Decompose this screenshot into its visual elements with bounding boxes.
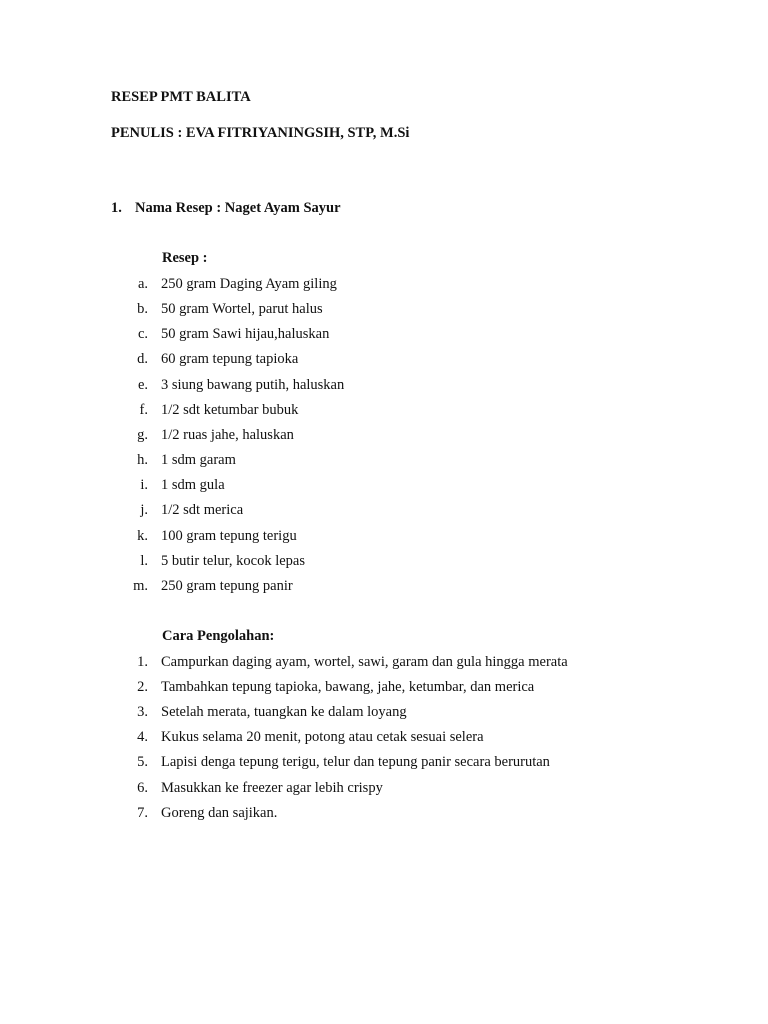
list-marker: 4. [137,729,148,745]
ingredient-text: 1 sdm garam [161,452,236,468]
ingredient-text: 50 gram Sawi hijau,haluskan [161,326,330,342]
list-marker: h. [137,452,148,468]
list-marker: m. [133,578,148,594]
ingredient-text: 60 gram tepung tapioka [161,351,299,367]
author-line: PENULIS : EVA FITRIYANINGSIH, STP, M.Si [111,125,410,141]
list-marker: 7. [137,805,148,821]
ingredient-text: 50 gram Wortel, parut halus [161,301,323,317]
list-marker: 2. [137,679,148,695]
step-text: Setelah merata, tuangkan ke dalam loyang [161,704,407,720]
document-title: RESEP PMT BALITA [111,89,251,105]
ingredient-text: 1 sdm gula [161,477,225,493]
list-marker: b. [137,301,148,317]
steps-heading: Cara Pengolahan: [162,628,275,644]
recipe-number: 1. [111,200,122,216]
list-marker: 5. [137,754,148,770]
recipe-name: Nama Resep : Naget Ayam Sayur [135,200,341,216]
step-text: Kukus selama 20 menit, potong atau cetak sesuai selera [161,729,484,745]
ingredient-text: 1/2 sdt ketumbar bubuk [161,402,299,418]
ingredient-text: 5 butir telur, kocok lepas [161,553,305,569]
ingredient-text: 1/2 sdt merica [161,502,244,518]
step-text: Masukkan ke freezer agar lebih crispy [161,780,383,796]
list-marker: 6. [137,780,148,796]
list-marker: i. [140,477,148,493]
ingredient-text: 100 gram tepung terigu [161,528,297,544]
list-marker: c. [137,326,148,342]
step-text: Goreng dan sajikan. [161,805,278,821]
list-marker: f. [139,402,148,418]
recipe-name-line [111,199,511,217]
step-text: Lapisi denga tepung terigu, telur dan tepung panir secara berurutan [161,754,550,770]
list-marker: 1. [137,654,148,670]
ingredient-text: 1/2 ruas jahe, haluskan [161,427,294,443]
list-marker: g. [137,427,148,443]
ingredient-text: 250 gram Daging Ayam giling [161,276,337,292]
step-text: Tambahkan tepung tapioka, bawang, jahe, ketumbar, dan merica [161,679,535,695]
list-marker: 3. [137,704,148,720]
ingredient-text: 3 siung bawang putih, haluskan [161,377,345,393]
list-marker: j. [140,502,148,518]
step-text: Campurkan daging ayam, wortel, sawi, garam dan gula hingga merata [161,654,568,670]
list-marker: d. [137,351,148,367]
list-marker: k. [137,528,148,544]
list-marker: e. [137,377,148,393]
list-marker: a. [137,276,148,292]
ingredient-text: 250 gram tepung panir [161,578,293,594]
list-marker: l. [140,553,148,569]
ingredients-heading: Resep : [162,250,208,266]
